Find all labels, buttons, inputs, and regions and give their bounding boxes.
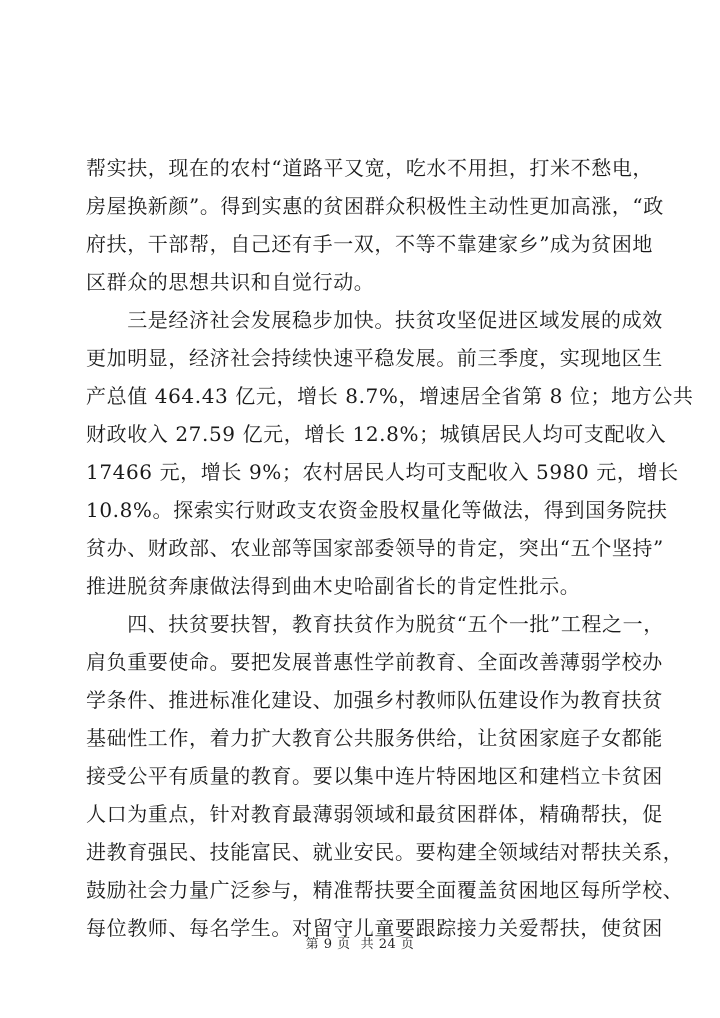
text-line: 推进脱贫奔康做法得到曲木史哈副省长的肯定性批示。 [86,574,581,598]
text-line: 鼓励社会力量广泛参与，精准帮扶要全面覆盖贫困地区每所学校、 [86,878,684,902]
text-line: 房屋换新颜”。得到实惠的贫困群众积极性主动性更加高涨，“政 [86,194,664,218]
text-line: 四、扶贫要扶智，教育扶贫作为脱贫“五个一批”工程之一， [86,612,664,636]
text-line: 接受公平有质量的教育。要以集中连片特困地区和建档立卡贫困 [86,764,663,788]
text-line: 更加明显，经济社会持续快速平稳发展。前三季度，实现地区生 [86,346,663,370]
text-line: 进教育强民、技能富民、就业安民。要构建全领域结对帮扶关系， [86,840,684,864]
text-line: 基础性工作，着力扩大教育公共服务供给，让贫困家庭子女都能 [86,726,663,750]
text-line: 财政收入 27.59 亿元，增长 12.8%；城镇居民人均可支配收入 [86,422,667,446]
page-total: 共 24 页 [360,937,415,952]
page-footer [0,935,720,955]
text-line: 肩负重要使命。要把发展普惠性学前教育、全面改善薄弱学校办 [86,650,663,674]
text-line: 学条件、推进标准化建设、加强乡村教师队伍建设作为教育扶贫 [86,688,663,712]
text-line: 人口为重点，针对教育最薄弱领域和最贫困群体，精确帮扶，促 [86,802,663,826]
body-text [86,149,694,947]
text-line: 10.8%。探索实行财政支农资金股权量化等做法，得到国务院扶 [86,498,668,522]
text-line: 17466 元，增长 9%；农村居民人均可支配收入 5980 元，增长 [86,460,679,484]
text-line: 帮实扶，现在的农村“道路平又宽，吃水不用担，打米不愁电， [86,156,654,180]
text-line: 每位教师、每名学生。对留守儿童要跟踪接力关爱帮扶，使贫困 [86,916,663,940]
page-number: 第 9 页 [305,937,351,952]
text-line: 府扶，干部帮，自己还有手一双，不等不靠建家乡”成为贫困地 [86,232,654,256]
text-line: 区群众的思想共识和自觉行动。 [86,270,375,294]
text-line: 产总值 464.43 亿元，增长 8.7%，增速居全省第 8 位；地方公共 [86,384,694,408]
text-line: 三是经济社会发展稳步加快。扶贫攻坚促进区域发展的成效 [86,308,663,332]
text-line: 贫办、财政部、农业部等国家部委领导的肯定，突出“五个坚持” [86,536,664,560]
